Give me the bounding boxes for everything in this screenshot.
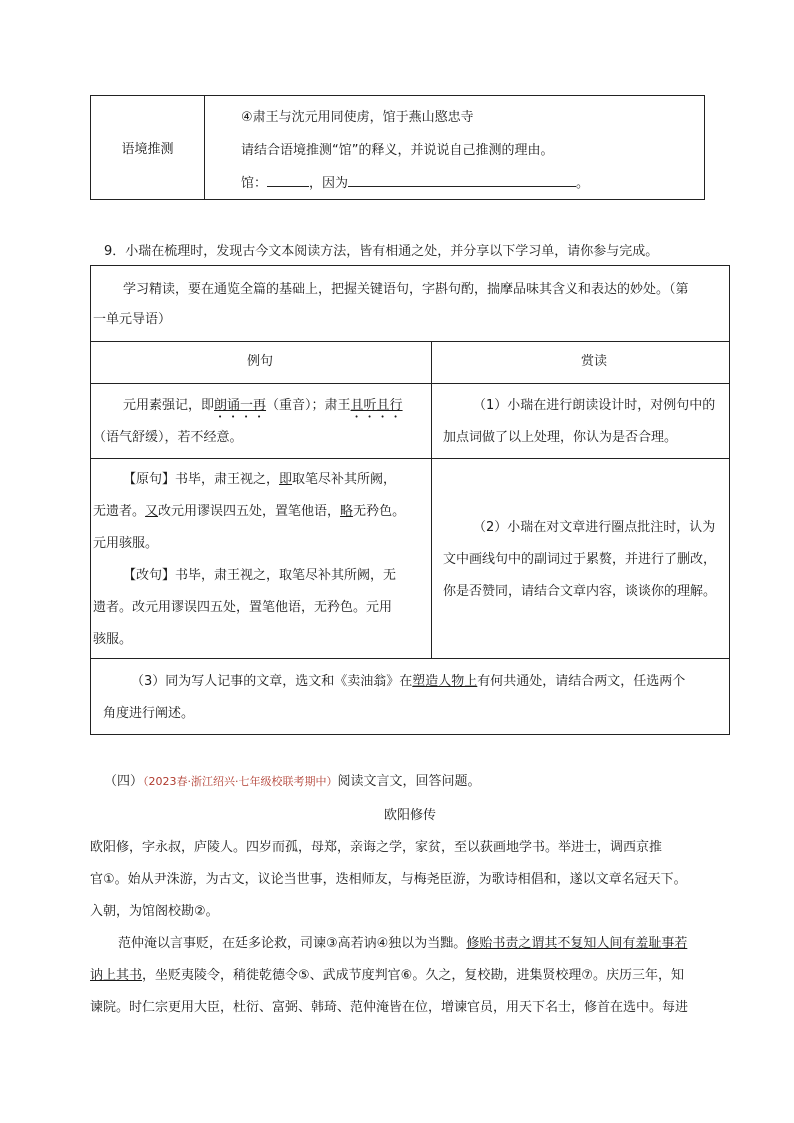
underlined-sentence-2: 讷上其书 bbox=[90, 968, 143, 983]
original-tag: 【原句】 bbox=[123, 472, 176, 487]
intro-line-1: 学习精读，要在通览全篇的基础上，把握关键语句，字斟句酌，揣摩品味其含义和表达的妙处。（第 bbox=[123, 282, 689, 297]
adverb-you: 又 bbox=[145, 504, 159, 519]
divider bbox=[91, 458, 729, 459]
col-header-examples: 例句 bbox=[247, 354, 274, 369]
question-9: 9．小瑞在梳理时，发现古今文本阅读方法，皆有相通之处，并分享以下学习单，请你参与完成。 bbox=[104, 244, 659, 259]
column-divider bbox=[431, 341, 432, 658]
answer-blank-reason[interactable] bbox=[348, 174, 576, 187]
row1-text-c: （重音）；肃王 bbox=[266, 398, 351, 413]
context-inference-label-cell bbox=[91, 96, 205, 199]
section-4-heading bbox=[104, 772, 481, 792]
revised-text-1: 书毕，肃王视之，取笔尽补其所阙，无 bbox=[175, 568, 397, 583]
row3-question-line1 bbox=[131, 672, 685, 692]
section-instruction: 阅读文言文，回答问题。 bbox=[337, 774, 481, 789]
row2-revised-line3: 骇服。 bbox=[93, 632, 133, 647]
row1-example-line1 bbox=[123, 396, 403, 421]
study-sheet-table bbox=[90, 265, 730, 735]
context-inference-table bbox=[90, 95, 705, 200]
col-header-appreciation: 赏读 bbox=[581, 354, 608, 369]
divider bbox=[91, 383, 729, 384]
row1-dotted-word-1: 朗诵一再 bbox=[214, 398, 267, 413]
row1-text-a: 元用素强记，即 bbox=[123, 398, 215, 413]
row3-text-a: （3）同为写人记事的文章，选文和《卖油翁》在 bbox=[131, 674, 413, 689]
adverb-lue: 略 bbox=[340, 504, 354, 519]
answer-prefix: 馆： bbox=[241, 176, 268, 191]
row3-underlined: 塑造人物上 bbox=[412, 674, 478, 689]
original-text-5: 无矜色。 bbox=[353, 504, 406, 519]
passage-text: 范仲淹以言事贬，在廷多论救，司谏③高若讷④独以为当黜。 bbox=[118, 936, 467, 951]
divider bbox=[91, 658, 729, 659]
passage-p2-line2 bbox=[90, 966, 684, 986]
row3-question-line2: 角度进行阐述。 bbox=[103, 706, 195, 721]
example-sentence: ④肃王与沈元用同使虏，馆于燕山愍忠寺 bbox=[241, 110, 474, 125]
passage-p2-line3: 谏院。时仁宗更用大臣，杜衍、富弼、韩琦、范仲淹皆在位，增谏官员，用天下名士，修首在选中。每进 bbox=[90, 1000, 689, 1015]
source-citation: （2023春·浙江绍兴·七年级校联考期中） bbox=[143, 775, 338, 788]
row1-question-line1: （1）小瑞在进行朗读设计时，对例句中的 bbox=[473, 398, 716, 413]
adverb-ji: 即 bbox=[279, 472, 293, 487]
row2-question-line1: （2）小瑞在对文章进行圈点批注时，认为 bbox=[473, 520, 716, 535]
underlined-sentence-1: 修贻书责之谓其不复知人间有羞耻事若 bbox=[466, 936, 688, 951]
row2-original-line1 bbox=[123, 470, 396, 490]
revised-tag: 【改句】 bbox=[123, 568, 176, 583]
row2-question-line3: 你是否赞同，请结合文章内容，谈谈你的理解。 bbox=[443, 584, 717, 599]
passage-title: 欧阳修传 bbox=[384, 808, 437, 823]
original-text-2: 取笔尽补其所阙， bbox=[292, 472, 397, 487]
row2-original-line3: 元用骇服。 bbox=[93, 536, 159, 551]
intro-line-2: 一单元导语） bbox=[93, 312, 172, 327]
context-inference-label: 语境推测 bbox=[121, 142, 174, 157]
answer-because: ，因为 bbox=[309, 176, 349, 191]
row1-dotted-word-2: 且听且行 bbox=[350, 398, 403, 413]
passage-p1-line1: 欧阳修，字永叔，庐陵人。四岁而孤，母郑，亲诲之学，家贫，至以荻画地学书。举进士，调西京推 bbox=[90, 840, 663, 855]
answer-line bbox=[241, 172, 589, 191]
original-text-1: 书毕，肃王视之， bbox=[175, 472, 280, 487]
passage-p1-line2: 官①。始从尹洙游，为古文，议论当世事，迭相师友，与梅尧臣游，为歌诗相倡和，遂以文章名冠天下。 bbox=[90, 872, 687, 887]
row1-example-line2: （语气舒缓），若不经意。 bbox=[93, 430, 243, 445]
answer-blank-meaning[interactable] bbox=[267, 174, 309, 187]
passage-p1-line3: 入朝，为馆阁校勘②。 bbox=[90, 904, 219, 919]
row2-question-line2: 文中画线句中的副词过于累赘，并进行了删改， bbox=[443, 552, 717, 567]
passage-p2-line1 bbox=[118, 934, 687, 954]
answer-end: 。 bbox=[576, 176, 590, 191]
passage-text: ，坐贬夷陵令，稍徙乾德令⑤、武成节度判官⑥。久之，复校勘，进集贤校理⑦。庆历三年，知 bbox=[142, 968, 684, 983]
original-text-3: 无遗者。 bbox=[93, 504, 146, 519]
row2-revised-line1 bbox=[123, 566, 396, 586]
row2-revised-line2: 遗者。改元用谬误四五处，置笔他语，无矜色。元用 bbox=[93, 600, 393, 615]
row1-question-line2: 加点词做了以上处理，你认为是否合理。 bbox=[443, 430, 678, 445]
row2-original-line2 bbox=[93, 502, 405, 522]
inference-question: 请结合语境推测“馆”的释义，并说说自己推测的理由。 bbox=[241, 143, 554, 158]
section-label: （四） bbox=[104, 774, 144, 789]
row3-text-c: 有何共通处，请结合两文，任选两个 bbox=[477, 674, 686, 689]
original-text-4: 改元用谬误四五处，置笔他语， bbox=[158, 504, 341, 519]
divider bbox=[91, 341, 729, 342]
